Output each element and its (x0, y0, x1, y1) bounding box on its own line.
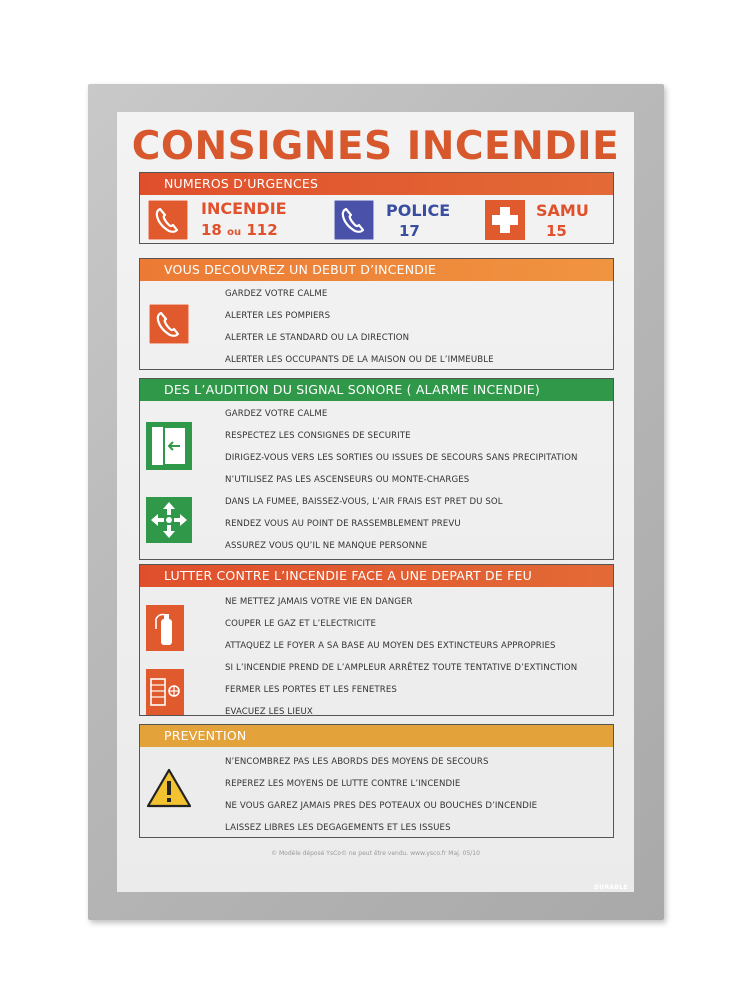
list-item: LAISSEZ LIBRES LES DEGAGEMENTS ET LES ISSUES (225, 823, 451, 833)
warning-icon (146, 767, 192, 809)
fire-discovery-header: VOUS DECOUVREZ UN DEBUT D’INCENDIE (140, 259, 613, 281)
alarm-section (139, 378, 614, 560)
assembly-point-icon (146, 497, 192, 543)
list-item: NE METTEZ JAMAIS VOTRE VIE EN DANGER (225, 597, 413, 607)
samu-number: 15 (546, 222, 567, 240)
list-item: GARDEZ VOTRE CALME (225, 289, 328, 299)
copyright-footer: © Modèle déposé YsCo© ne peut être vendu. www.ysco.fr Maj. 05/10 (271, 850, 480, 857)
phone-icon (148, 200, 188, 240)
incendie-or: ou (227, 227, 242, 238)
list-item: COUPER LE GAZ ET L’ELECTRICITE (225, 619, 377, 629)
list-item: SI L’INCENDIE PREND DE L’AMPLEUR ARRÊTEZ TOUTE TENTATIVE D’EXTINCTION (225, 663, 578, 673)
prevention-header: PREVENTION (140, 725, 613, 747)
emergency-numbers-section (139, 172, 614, 244)
incendie-label: INCENDIE (201, 199, 287, 218)
incendie-numbers (201, 221, 278, 239)
brand-logo: DURABLE (594, 884, 628, 891)
list-item: ATTAQUEZ LE FOYER A SA BASE AU MOYEN DES EXTINCTEURS APPROPRIES (225, 641, 556, 651)
fight-fire-section (139, 564, 614, 716)
list-item: ASSUREZ VOUS QU’IL NE MANQUE PERSONNE (225, 541, 428, 551)
list-item: N’UTILISEZ PAS LES ASCENSEURS OU MONTE-CHARGES (225, 475, 470, 485)
list-item: RESPECTEZ LES CONSIGNES DE SECURITE (225, 431, 411, 441)
alarm-header: DES L’AUDITION DU SIGNAL SONORE ( ALARME INCENDIE) (140, 379, 613, 401)
police-number: 17 (399, 222, 420, 240)
list-item: ALERTER LES OCCUPANTS DE LA MAISON OU DE L’IMMEUBLE (225, 355, 494, 365)
list-item: GARDEZ VOTRE CALME (225, 409, 328, 419)
phone-icon (149, 304, 189, 344)
list-item: DANS LA FUMEE, BAISSEZ-VOUS, L’AIR FRAIS EST PRET DU SOL (225, 497, 503, 507)
fire-hose-icon (146, 669, 184, 715)
fight-fire-header: LUTTER CONTRE L’INCENDIE FACE A UNE DEPART DE FEU (140, 565, 613, 587)
fire-extinguisher-icon (146, 605, 184, 651)
fire-discovery-section (139, 258, 614, 370)
prevention-section (139, 724, 614, 838)
emergency-exit-icon (146, 422, 192, 470)
police-label: POLICE (386, 201, 451, 220)
samu-label: SAMU (536, 201, 589, 220)
medical-cross-icon (485, 200, 525, 240)
police-phone-icon (334, 200, 374, 240)
incendie-number-112: 112 (246, 221, 278, 239)
emergency-numbers-header: NUMEROS D’URGENCES (140, 173, 613, 195)
list-item: N’ENCOMBREZ PAS LES ABORDS DES MOYENS DE SECOURS (225, 757, 489, 767)
incendie-number-18: 18 (201, 221, 222, 239)
list-item: RENDEZ VOUS AU POINT DE RASSEMBLEMENT PREVU (225, 519, 461, 529)
poster-title: CONSIGNES INCENDIE (131, 124, 620, 169)
list-item: ALERTER LES POMPIERS (225, 311, 331, 321)
list-item: ALERTER LE STANDARD OU LA DIRECTION (225, 333, 410, 343)
list-item: EVACUEZ LES LIEUX (225, 707, 313, 717)
list-item: DIRIGEZ-VOUS VERS LES SORTIES OU ISSUES DE SECOURS SANS PRECIPITATION (225, 453, 578, 463)
list-item: FERMER LES PORTES ET LES FENETRES (225, 685, 397, 695)
fire-instructions-poster (117, 112, 634, 892)
list-item: NE VOUS GAREZ JAMAIS PRES DES POTEAUX OU BOUCHES D’INCENDIE (225, 801, 538, 811)
list-item: REPEREZ LES MOYENS DE LUTTE CONTRE L’INCENDIE (225, 779, 461, 789)
